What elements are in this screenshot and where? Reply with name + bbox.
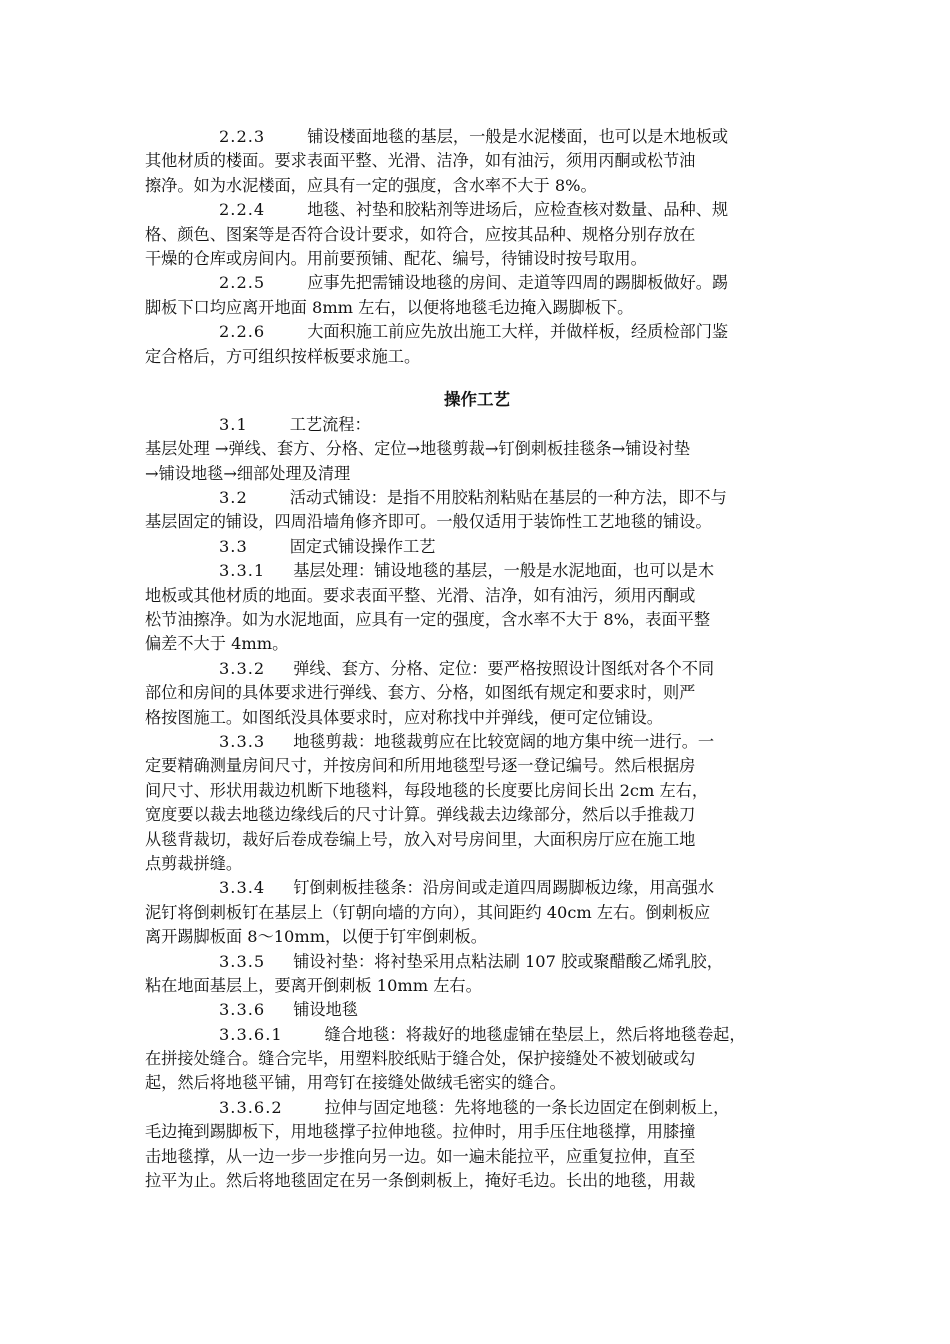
document-body — [145, 125, 809, 1193]
process-flow-line: 基层处理 →弹线、套方、分格、定位→地毯剪裁→钉倒刺板挂毯条→铺设衬垫 — [145, 439, 691, 459]
clause-number: 2.2.6 — [219, 322, 266, 342]
paragraph-2-2-4-line-1 — [145, 198, 809, 222]
paragraph-3-3-3-line-1 — [145, 730, 809, 754]
paragraph-text: 铺设衬垫：将衬垫采用点粘法刷 107 胶或聚醋酸乙烯乳胶， — [293, 951, 723, 971]
paragraph-3-2-line-1 — [145, 486, 809, 510]
paragraph-3-3-2-line-1 — [145, 657, 809, 681]
clause-number: 3.3.6.2 — [219, 1097, 283, 1117]
clause-number: 3.1 — [219, 414, 248, 434]
paragraph-2-2-5-line-1 — [145, 271, 809, 295]
paragraph-line: 地板或其他材质的地面。要求表面平整、光滑、洁净，如有油污，须用丙酮或 — [145, 585, 696, 605]
paragraph-text: 地毯、衬垫和胶粘剂等进场后，应检查核对数量、品种、规 — [307, 200, 729, 220]
paragraph-text: 工艺流程： — [289, 414, 371, 434]
paragraph-3-3-6 — [145, 998, 809, 1022]
clause-number: 3.3.6.1 — [219, 1024, 283, 1044]
paragraph-text: 大面积施工前应先放出施工大样，并做样板，经质检部门鉴 — [307, 322, 729, 342]
paragraph-text: 铺设楼面地毯的基层，一般是水泥楼面，也可以是木地板或 — [307, 127, 729, 146]
paragraph-line: 起，然后将地毯平铺，用弯钉在接缝处做绒毛密实的缝合。 — [145, 1073, 566, 1093]
clause-number: 3.3 — [219, 536, 248, 556]
paragraph-line: 擦净。如为水泥楼面，应具有一定的强度，含水率不大于 8%。 — [145, 175, 597, 195]
clause-number: 3.2 — [219, 488, 248, 508]
process-flow-line: →铺设地毯→细部处理及清理 — [145, 463, 351, 483]
paragraph-3-3-4-line-1 — [145, 876, 809, 900]
paragraph-text: 应事先把需铺设地毯的房间、走道等四周的踢脚板做好。踢 — [307, 273, 729, 293]
clause-number: 3.3.1 — [219, 561, 266, 581]
clause-number: 3.3.6 — [219, 1000, 266, 1020]
paragraph-line: 在拼接处缝合。缝合完毕，用塑料胶纸贴于缝合处，保护接缝处不被划破或勾 — [145, 1049, 696, 1069]
paragraph-3-3-6-2-line-1 — [145, 1096, 809, 1120]
paragraph-3-3-1-line-1 — [145, 559, 809, 583]
paragraph-line: 干燥的仓库或房间内。用前要预铺、配花、编号，待铺设时按号取用。 — [145, 248, 647, 268]
paragraph-line: 宽度要以裁去地毯边缘线后的尺寸计算。弹线裁去边缘部分，然后以手推裁刀 — [145, 805, 696, 825]
clause-number: 3.3.2 — [219, 658, 266, 678]
paragraph-line: 定合格后，方可组织按样板要求施工。 — [145, 346, 421, 366]
paragraph-line: 粘在地面基层上，要离开倒刺板 10mm 左右。 — [145, 975, 482, 995]
paragraph-3-3-6-1-line-1 — [145, 1023, 809, 1047]
paragraph-line: 击地毯撑，从一边一步一步推向另一边。如一遍未能拉平，应重复拉伸，直至 — [145, 1146, 696, 1166]
clause-number: 2.2.4 — [219, 200, 266, 220]
paragraph-line: 格、颜色、图案等是否符合设计要求，如符合，应按其品种、规格分别存放在 — [145, 224, 696, 244]
paragraph-line: 间尺寸、形状用裁边机断下地毯料，每段地毯的长度要比房间长出 2cm 左右， — [145, 780, 709, 800]
paragraph-line: 从毯背裁切，裁好后卷成卷编上号，放入对号房间里，大面积房厅应在施工地 — [145, 829, 696, 849]
paragraph-line: 松节油擦净。如为水泥地面，应具有一定的强度，含水率不大于 8%，表面平整 — [145, 610, 711, 630]
clause-number: 2.2.3 — [219, 127, 266, 146]
paragraph-2-2-6-line-1 — [145, 320, 809, 344]
paragraph-line: 离开踢脚板面 8～10mm，以便于钉牢倒刺板。 — [145, 927, 487, 947]
paragraph-line: 其他材质的楼面。要求表面平整、光滑、洁净，如有油污，须用丙酮或松节油 — [145, 151, 696, 171]
paragraph-text: 弹线、套方、分格、定位：要严格按照设计图纸对各个不同 — [293, 658, 715, 678]
paragraph-3-1 — [145, 413, 809, 437]
paragraph-line: 偏差不大于 4mm。 — [145, 634, 289, 654]
clause-number: 2.2.5 — [219, 273, 266, 293]
paragraph-line: 基层固定的铺设，四周沿墙角修齐即可。一般仅适用于装饰性工艺地毯的铺设。 — [145, 512, 712, 532]
paragraph-2-2-3-line-1 — [145, 125, 809, 149]
paragraph-text: 地毯剪裁：地毯裁剪应在比较宽阔的地方集中统一进行。一 — [293, 731, 715, 751]
paragraph-text: 钉倒刺板挂毯条：沿房间或走道四周踢脚板边缘，用高强水 — [293, 878, 715, 898]
paragraph-text: 固定式铺设操作工艺 — [289, 536, 436, 556]
paragraph-line: 点剪裁拼缝。 — [145, 853, 243, 873]
paragraph-line: 毛边掩到踢脚板下，用地毯撑子拉伸地毯。拉伸时，用手压住地毯撑，用膝撞 — [145, 1122, 696, 1142]
paragraph-text: 铺设地毯 — [293, 1000, 358, 1020]
paragraph-line: 格按图施工。如图纸没具体要求时，应对称找中并弹线，便可定位铺设。 — [145, 707, 663, 727]
paragraph-text: 活动式铺设：是指不用胶粘剂粘贴在基层的一种方法，即不与 — [289, 488, 727, 508]
paragraph-3-3 — [145, 535, 809, 559]
paragraph-text: 基层处理：铺设地毯的基层，一般是水泥地面，也可以是木 — [293, 561, 715, 581]
paragraph-text: 缝合地毯：将裁好的地毯虚铺在垫层上，然后将地毯卷起， — [324, 1024, 746, 1044]
paragraph-line: 部位和房间的具体要求进行弹线、套方、分格，如图纸有规定和要求时，则严 — [145, 683, 696, 703]
paragraph-3-3-5-line-1 — [145, 950, 809, 974]
paragraph-line: 定要精确测量房间尺寸，并按房间和所用地毯型号逐一登记编号。然后根据房 — [145, 756, 696, 776]
clause-number: 3.3.5 — [219, 951, 266, 971]
clause-number: 3.3.4 — [219, 878, 266, 898]
clause-number: 3.3.3 — [219, 731, 266, 751]
paragraph-line: 泥钉将倒刺板钉在基层上（钉朝向墙的方向），其间距约 40cm 左右。倒刺板应 — [145, 902, 711, 922]
section-heading: 操作工艺 — [444, 389, 510, 409]
paragraph-line: 脚板下口均应离开地面 8mm 左右，以便将地毯毛边掩入踢脚板下。 — [145, 297, 634, 317]
paragraph-text: 拉伸与固定地毯：先将地毯的一条长边固定在倒刺板上， — [324, 1097, 730, 1117]
paragraph-line: 拉平为止。然后将地毯固定在另一条倒刺板上，掩好毛边。长出的地毯，用裁 — [145, 1171, 696, 1191]
